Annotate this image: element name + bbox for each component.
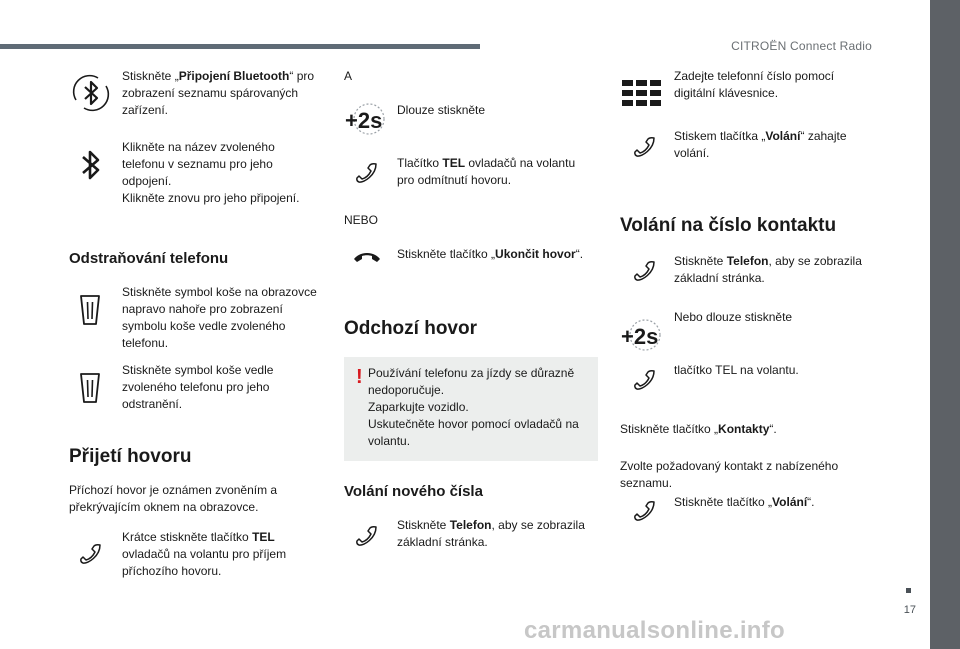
text-reject-tel: Tlačítko TEL ovladačů na volantu pro odmítnutí hovoru. [397,156,576,187]
bluetooth-icon [80,148,102,182]
phone-icon [356,525,378,547]
long-press-icon [620,318,662,352]
text-accept-tel: Krátce stiskněte tlačítko TEL ovladačů na volantu pro příjem příchozího hovoru. [122,530,287,578]
page-number: 17 [903,604,916,616]
text-contact-phone: Stiskněte Telefon, aby se zobrazila základní stránka. [674,254,862,285]
label-a: A [344,69,353,83]
phone-icon [634,136,656,158]
text-or-long-press: Nebo dlouze stiskněte [674,310,793,324]
page-header-title: CITROËN Connect Radio [731,39,872,53]
trash-icon [80,372,100,404]
text-device-disconnect: Klikněte na název zvoleného telefonu v seznamu pro jeho odpojení. Klikněte znovu pro jeho připojení. [122,140,300,205]
text-incoming-call: Příchozí hovor je oznámen zvoněním a překrývajícím oknem na obrazovce. [69,483,278,514]
phone-icon [634,500,656,522]
label-nebo: NEBO [344,213,379,227]
warning-icon: ! [356,366,363,388]
header-rule [0,44,480,49]
heading-remove-phone: Odstraňování telefonu [69,250,229,267]
continue-marker [906,588,911,593]
text-enter-number: Zadejte telefonní číslo pomocí digitální klávesnice. [674,69,835,100]
heading-call-contact: Volání na číslo kontaktu [620,215,837,236]
text-tel-wheel: tlačítko TEL na volantu. [674,363,799,377]
heading-new-number: Volání nového čísla [344,483,483,500]
heading-accept-call: Přijetí hovoru [69,446,192,467]
text-press-phone: Stiskněte Telefon, aby se zobrazila základní stránka. [397,518,585,549]
phone-icon [634,260,656,282]
text-choose-contact: Zvolte požadovaný kontakt z nabízeného seznamu. [620,459,839,490]
phone-icon [356,162,378,184]
text-trash-next: Stiskněte symbol koše vedle zvoleného telefonu pro jeho odstranění. [122,363,274,411]
svg-text:+2s: +2s [345,108,383,133]
text-final-call: Stiskněte tlačítko „Volání“. [674,495,815,509]
phone-icon [634,369,656,391]
text-end-call: Stiskněte tlačítko „Ukončit hovor“. [397,247,584,261]
trash-icon [80,294,100,326]
text-trash-symbol: Stiskněte symbol koše na obrazovce napravo nahoře pro zobrazení symbolu koše vedle zvoleného telefonu. [122,285,317,350]
keypad-icon [622,80,662,106]
text-bluetooth-connect: Stiskněte „Připojení Bluetooth“ pro zobrazení seznamu spárovaných zařízení. [122,69,315,117]
text-long-press: Dlouze stiskněte [397,103,486,117]
watermark: carmanualsonline.info [524,617,786,644]
svg-text:+2s: +2s [621,324,659,349]
text-press-call: Stiskem tlačítka „Volání“ zahajte volání. [674,129,847,160]
long-press-icon [344,102,386,136]
bluetooth-search-icon [70,72,112,114]
hang-up-icon [352,248,382,264]
warning-text: Používání telefonu za jízdy se důrazně nedoporučuje. Zaparkujte vozidlo. Uskutečněte hovor pomocí ovladačů na volantu. [368,366,579,448]
text-contacts-button: Stiskněte tlačítko „Kontakty“. [620,422,777,436]
side-bar [930,0,960,649]
heading-outgoing-call: Odchozí hovor [344,318,477,339]
phone-icon [80,543,102,565]
